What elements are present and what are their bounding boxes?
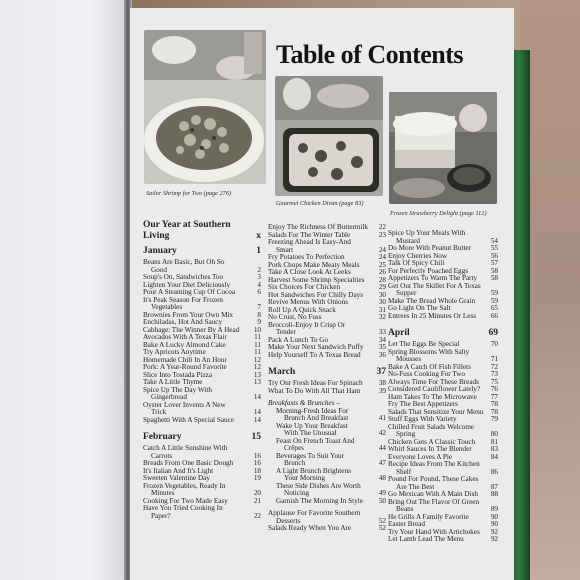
toc-entry-page: 78 bbox=[490, 400, 498, 408]
toc-entry-title: Trick bbox=[151, 408, 167, 416]
toc-entry-page: 88 bbox=[490, 490, 498, 498]
toc-entry-title: Stuff Eggs With Variety bbox=[388, 415, 457, 423]
toc-entry-page: 25 bbox=[378, 260, 386, 269]
toc-entry-title: Tender bbox=[276, 328, 296, 336]
toc-entry-page: 3 bbox=[257, 273, 261, 281]
toc-entry-title: Feast On French Toast And bbox=[276, 436, 355, 445]
toc-entry-page: 8 bbox=[257, 310, 261, 319]
toc-entry-page: 30 bbox=[378, 290, 386, 299]
month-page: 15 bbox=[251, 432, 261, 442]
toc-entry-title: Revive Menus With Onions bbox=[268, 298, 349, 306]
toc-entry-page: 83 bbox=[490, 445, 498, 453]
toc-entry-title: With The Unusual bbox=[284, 429, 337, 437]
toc-entry-page: 92 bbox=[490, 535, 498, 543]
toc-entry-page: 35 bbox=[378, 343, 386, 351]
toc-entry-page: 79 bbox=[490, 415, 498, 423]
toc-entry bbox=[388, 313, 498, 321]
shrimp-caption: Sailor Shrimp for Two (page 276) bbox=[146, 190, 232, 197]
month-name: February bbox=[143, 432, 182, 442]
toc-entry-page: 78 bbox=[490, 407, 498, 416]
divan-caption: Gourmet Chicken Divan (page 83) bbox=[276, 200, 364, 207]
toc-entry-page: 26 bbox=[378, 268, 386, 276]
toc-entry-title: Breads From One Basic Dough bbox=[143, 459, 234, 467]
toc-entry-page: 49 bbox=[378, 489, 386, 497]
toc-entry-title: Breakfasts & Brunches – bbox=[268, 399, 340, 407]
toc-entry-title: Whirl Sauces In The Blender bbox=[388, 445, 472, 453]
month-page: 37 bbox=[376, 367, 386, 377]
toc-entry-title: Bake A Lucky Almond Cake bbox=[143, 340, 226, 349]
toc-entry-page: 13 bbox=[253, 378, 261, 386]
toc-entry-title: Let Lamb Lead The Menu bbox=[388, 535, 464, 543]
toc-entry-page: 18 bbox=[253, 466, 261, 475]
section-heading bbox=[143, 220, 261, 242]
toc-entry-page: 11 bbox=[254, 340, 261, 349]
toc-entry-title: Salads That Sensitize Your Menu bbox=[388, 407, 484, 416]
toc-entry-title: Do More With Peanut Butter bbox=[388, 244, 472, 252]
left-page bbox=[0, 0, 128, 580]
toc-entry-title: Chilled Fruit Salads Welcome bbox=[388, 422, 475, 431]
toc-entry-page: 31 bbox=[378, 305, 386, 314]
toc-entry-page: 14 bbox=[253, 408, 261, 416]
toc-entry-page: 73 bbox=[490, 370, 498, 378]
toc-entry-title: Talk Of Spicy Chili bbox=[388, 259, 445, 267]
toc-entry-title: No-Fuss Cooking For Two bbox=[388, 370, 466, 378]
toc-entry-page: 21 bbox=[253, 496, 261, 505]
toc-entry-page: 50 bbox=[378, 496, 386, 505]
toc-entry-page: 16 bbox=[253, 451, 261, 460]
toc-entry-page: 76 bbox=[490, 385, 498, 393]
toc-entry-page: 4 bbox=[257, 280, 261, 289]
shrimp-photo bbox=[144, 30, 266, 184]
toc-entry-title: Get Out The Skillet For A Texas bbox=[388, 281, 481, 290]
toc-entry-title: Carrots bbox=[151, 451, 173, 460]
toc-entry-title: Pork: A Year-Round Favorite bbox=[143, 363, 227, 371]
toc-entry-page: 58 bbox=[490, 266, 498, 275]
toc-entry-title: Paper? bbox=[151, 511, 171, 520]
toc-entry-title: Crêpes bbox=[284, 444, 304, 452]
toc-entry-page: 14 bbox=[253, 393, 261, 401]
toc-entry-page: 34 bbox=[378, 335, 386, 344]
toc-column-2 bbox=[268, 224, 386, 533]
toc-entry-page: 44 bbox=[378, 444, 386, 452]
toc-entry-title: Shelf bbox=[396, 467, 412, 476]
toc-entry-page: 12 bbox=[253, 355, 261, 364]
toc-entry-page: 9 bbox=[257, 318, 261, 326]
toc-entry-page: 54 bbox=[490, 236, 498, 245]
toc-entry-title: Applause For Favorite Southern bbox=[268, 509, 361, 517]
toc-entry-title: Ham Takes To The Microwave bbox=[388, 392, 477, 401]
toc-entry-title: Minutes bbox=[151, 489, 175, 497]
toc-entry-title: Cabbage: The Winner By A Head bbox=[143, 325, 240, 334]
toc-entry-title: Bake A Catch Of Fish Fillets bbox=[388, 362, 471, 371]
toc-entry-title: Mousses bbox=[396, 355, 422, 363]
toc-entry-page: 52 bbox=[378, 516, 386, 525]
toc-entry-title: Pour A Steaming Cup Of Cocoa bbox=[143, 288, 236, 296]
toc-entry-title: Everyone Loves A Pie bbox=[388, 452, 453, 461]
toc-entry-title: Let The Eggs Be Special bbox=[388, 340, 460, 348]
toc-entry-title: Try Apricots Anytime bbox=[143, 348, 206, 356]
toc-entry-page: 14 bbox=[253, 415, 261, 424]
chicken-divan-photo bbox=[275, 76, 383, 196]
toc-entry-page: 77 bbox=[490, 392, 498, 401]
toc-entry-page: 87 bbox=[490, 482, 498, 491]
toc-entry-page: 10 bbox=[253, 325, 261, 334]
toc-entry-page: 13 bbox=[253, 370, 261, 379]
toc-entry-title: Smart bbox=[276, 245, 294, 254]
toc-entry-title: Spice Up Your Meals With bbox=[388, 229, 466, 237]
section-page: x bbox=[256, 231, 261, 241]
toc-entry-title: Catch A Little Sunshine With bbox=[143, 444, 228, 452]
toc-entry-title: Spaghetti With A Special Sauce bbox=[143, 415, 235, 424]
toc-entry-title: Enjoy The Richness Of Buttermilk bbox=[268, 223, 369, 231]
toc-entry-title: Vegetables bbox=[151, 303, 183, 311]
toc-entry-title: Bring Out The Flavor Of Green bbox=[388, 497, 480, 506]
toc-entry-title: Spring bbox=[396, 430, 416, 438]
toc-entry-title: Sweeten Valentine Day bbox=[143, 474, 210, 482]
toc-entry bbox=[268, 388, 386, 396]
toc-entry-title: Entrees In 25 Minutes Or Less bbox=[388, 311, 477, 320]
toc-entry-title: Spice Up The Day With bbox=[143, 385, 212, 394]
toc-entry-title: Chicken Gets A Classic Touch bbox=[388, 437, 476, 446]
toc-entry-page: 11 bbox=[254, 333, 261, 341]
month-heading bbox=[143, 432, 261, 443]
toc-entry-page: 52 bbox=[378, 524, 386, 532]
month-page: 1 bbox=[256, 246, 261, 256]
month-page: 69 bbox=[488, 328, 498, 338]
toc-entry-title: Supper bbox=[396, 289, 417, 297]
toc-entry-title: Make Your Next Sandwich Puffy bbox=[268, 343, 364, 351]
toc-entry-page: 20 bbox=[253, 489, 261, 497]
toc-entry-page: 90 bbox=[490, 520, 498, 528]
toc-entry-title: Fry The Best Appetizers bbox=[388, 400, 458, 408]
strawberry-caption: Frozen Strawberry Delight (page 112) bbox=[390, 210, 487, 217]
toc-entry-title: These Side Dishes Are Worth bbox=[276, 481, 361, 490]
toc-entry-page: 28 bbox=[378, 275, 386, 284]
toc-entry-page: 6 bbox=[257, 288, 261, 296]
toc-entry-page: 12 bbox=[253, 363, 261, 371]
toc-entry-page: 36 bbox=[378, 350, 386, 359]
toc-entry bbox=[143, 417, 261, 425]
toc-entry-title: Go Mexican With A Main Dish bbox=[388, 490, 479, 498]
toc-entry-title: Harvest Some Shrimp Specialties bbox=[268, 275, 365, 284]
toc-entry-title: Enchiladas, Hot And Saucy bbox=[143, 318, 223, 326]
toc-entry-title: Slice Into Tostada Pizza bbox=[143, 370, 213, 379]
toc-entry-title: Noticing bbox=[284, 489, 310, 497]
month-heading bbox=[268, 367, 386, 378]
toc-entry-page: 58 bbox=[490, 274, 498, 282]
section-title: Our Year at Southern Living bbox=[143, 220, 231, 241]
toc-entry-page: 38 bbox=[378, 379, 386, 387]
toc-entry-title: Pork Chops Make Meaty Meals bbox=[268, 260, 360, 269]
toc-entry-title: Lighten Your Diet Deliciously bbox=[143, 280, 231, 289]
toc-entry-title: Oyster Lover Invents A New bbox=[143, 400, 226, 409]
toc-entry-title: He Grills A Family Favorite bbox=[388, 512, 469, 521]
toc-entry-title: No Crust, No Fuss bbox=[268, 313, 322, 321]
toc-entry-title: Desserts bbox=[276, 516, 301, 525]
toc-entry-title: Try Your Hand With Artichokes bbox=[388, 527, 480, 536]
toc-entry-page: 80 bbox=[490, 430, 498, 438]
toc-entry-page: 23 bbox=[378, 230, 386, 239]
toc-entry-page: 24 bbox=[378, 245, 386, 254]
toc-entry-title: For Perfectly Poached Eggs bbox=[388, 266, 469, 275]
toc-entry-page: 22 bbox=[378, 223, 386, 231]
toc-entry-page: 57 bbox=[490, 259, 498, 267]
toc-entry bbox=[268, 498, 386, 506]
toc-entry-title: Recipe Ideas From The Kitchen bbox=[388, 460, 480, 468]
toc-entry-page: 29 bbox=[378, 283, 386, 291]
toc-entry-page: 89 bbox=[490, 505, 498, 513]
toc-entry-page: 24 bbox=[378, 253, 386, 261]
strawberry-photo bbox=[389, 92, 497, 204]
toc-entry-title: Have You Tried Cooking In bbox=[143, 504, 223, 512]
toc-column-1 bbox=[143, 218, 261, 520]
toc-entry-page: 66 bbox=[490, 311, 498, 320]
toc-entry-page: 59 bbox=[490, 289, 498, 297]
toc-entry-title: Brunch And Breakfast bbox=[284, 414, 349, 422]
toc-entry-page: 2 bbox=[257, 265, 261, 274]
toc-entry-title: What To Do With All That Ham bbox=[268, 386, 361, 395]
page-title: Table of Contents bbox=[276, 40, 464, 69]
toc-entry-page: 33 bbox=[378, 328, 386, 336]
toc-entry-page: 84 bbox=[490, 452, 498, 461]
toc-entry-title: Hot Sandwiches For Chilly Days bbox=[268, 290, 364, 299]
toc-entry-page: 90 bbox=[490, 512, 498, 521]
toc-entry-page: 55 bbox=[490, 244, 498, 252]
toc-entry-page bbox=[372, 400, 386, 408]
toc-entry-title: Garnish The Morning In Style bbox=[276, 496, 363, 505]
month-heading bbox=[143, 246, 261, 257]
toc-entry-page: 39 bbox=[378, 386, 386, 395]
toc-entry-title: Pack A Lunch To Go bbox=[268, 335, 329, 344]
toc-entry-title: Wake Up Your Breakfast bbox=[276, 421, 348, 430]
toc-entry-title: Good bbox=[151, 265, 167, 274]
toc-entry-title: Avocados With A Texas Flair bbox=[143, 333, 227, 341]
toc-entry-title: Broccoli-Enjoy It Crisp Or bbox=[268, 320, 346, 329]
toc-entry-page: 65 bbox=[490, 304, 498, 312]
month-name: March bbox=[268, 367, 296, 377]
toc-entry-title: Spring Blossoms With Salty bbox=[388, 347, 470, 356]
toc-entry-title: Take A Close Look At Leeks bbox=[268, 268, 351, 276]
toc-entry-title: Mustard bbox=[396, 236, 420, 245]
toc-entry-title: Fry Potatoes To Perfection bbox=[268, 253, 345, 261]
toc-entry-title: Considered Cauliflower Lately? bbox=[388, 385, 481, 393]
toc-entry bbox=[388, 536, 498, 544]
toc-entry-title: Morning-Fresh Ideas For bbox=[276, 406, 349, 415]
toc-entry bbox=[268, 525, 386, 533]
toc-entry-title: Roll Up A Quick Snack bbox=[268, 305, 336, 314]
toc-entry-page: 16 bbox=[253, 459, 261, 467]
toc-entry-page: 92 bbox=[490, 527, 498, 536]
toc-entry-page: 70 bbox=[490, 340, 498, 348]
toc-entry-page: 47 bbox=[378, 459, 386, 467]
toc-entry-page: 59 bbox=[490, 296, 498, 305]
toc-entry bbox=[268, 352, 386, 360]
month-heading bbox=[388, 328, 498, 339]
toc-entry-page: 86 bbox=[490, 467, 498, 476]
month-name: January bbox=[143, 246, 177, 256]
toc-entry-title: Cooking For Two Made Easy bbox=[143, 496, 228, 505]
toc-entry-page: 7 bbox=[257, 303, 261, 311]
toc-entry-title: Always Time For These Breads bbox=[388, 377, 479, 386]
toc-entry-title: Enjoy Cherries Now bbox=[388, 251, 448, 260]
toc-entry-page: 75 bbox=[490, 377, 498, 386]
toc-entry-page: 48 bbox=[378, 474, 386, 482]
toc-entry-title: It's Italian And It's Light bbox=[143, 466, 214, 475]
toc-entry-title: Homemade Chili In An Hour bbox=[143, 355, 227, 364]
toc-entry-page: 32 bbox=[378, 313, 386, 321]
toc-entry-title: Easter Bread bbox=[388, 520, 425, 528]
toc-entry-title: Gingerbread bbox=[151, 393, 187, 401]
toc-entry-title: Go Light On The Salt bbox=[388, 304, 451, 312]
toc-entry-title: Brownies From Your Own Mix bbox=[143, 310, 234, 319]
toc-entry-title: Freezing Ahead Is Easy-And bbox=[268, 238, 351, 246]
toc-entry bbox=[143, 513, 261, 521]
toc-entry-title: Pound For Pound, These Cakes bbox=[388, 475, 479, 483]
toc-entry-page: 72 bbox=[490, 362, 498, 371]
toc-column-3 bbox=[388, 230, 498, 544]
toc-entry-page: 11 bbox=[254, 348, 261, 356]
toc-entry-title: Brunch bbox=[284, 459, 306, 467]
toc-entry-page: 56 bbox=[490, 251, 498, 260]
toc-entry-title: Frozen Vegetables, Ready In bbox=[143, 481, 226, 490]
toc-entry-title: A Light Brunch Brightens bbox=[276, 466, 351, 475]
toc-entry-title: Salads Ready When You Are bbox=[268, 524, 352, 532]
toc-entry-page: 81 bbox=[490, 437, 498, 446]
toc-entry-title: Beans Are Basic, But Oh So bbox=[143, 258, 225, 266]
toc-entry-title: It's Peak Season For Frozen bbox=[143, 295, 223, 304]
toc-entry-title: Help Yourself To A Texas Bread bbox=[268, 350, 361, 359]
toc-entry-title: Make The Bread Whole Grain bbox=[388, 296, 476, 305]
toc-entry-page: 71 bbox=[490, 355, 498, 363]
toc-entry-page: 30 bbox=[378, 298, 386, 306]
toc-entry-title: Appetizers To Warm The Party bbox=[388, 274, 478, 282]
toc-entry-title: Beans bbox=[396, 505, 414, 513]
toc-entry-title: Salads For The Winter Table bbox=[268, 230, 351, 239]
month-name: April bbox=[388, 328, 410, 338]
toc-entry-title: Six Choices For Chicken bbox=[268, 283, 341, 291]
toc-entry-title: Soup's On, Sandwiches Too bbox=[143, 273, 224, 281]
toc-entry-page: 22 bbox=[253, 511, 261, 520]
toc-entry-title: Try Our Fresh Ideas For Spinach bbox=[268, 379, 363, 387]
toc-entry-title: Are The Best bbox=[396, 482, 435, 491]
toc-entry-page: 41 bbox=[378, 414, 386, 422]
toc-entry-title: Beverages To Suit Your bbox=[276, 451, 345, 460]
toc-entry-title: Your Morning bbox=[284, 474, 326, 482]
toc-entry-title: Take A Little Thyme bbox=[143, 378, 203, 386]
toc-entry-page: 42 bbox=[378, 429, 386, 437]
toc-entry-page: 19 bbox=[253, 474, 261, 482]
